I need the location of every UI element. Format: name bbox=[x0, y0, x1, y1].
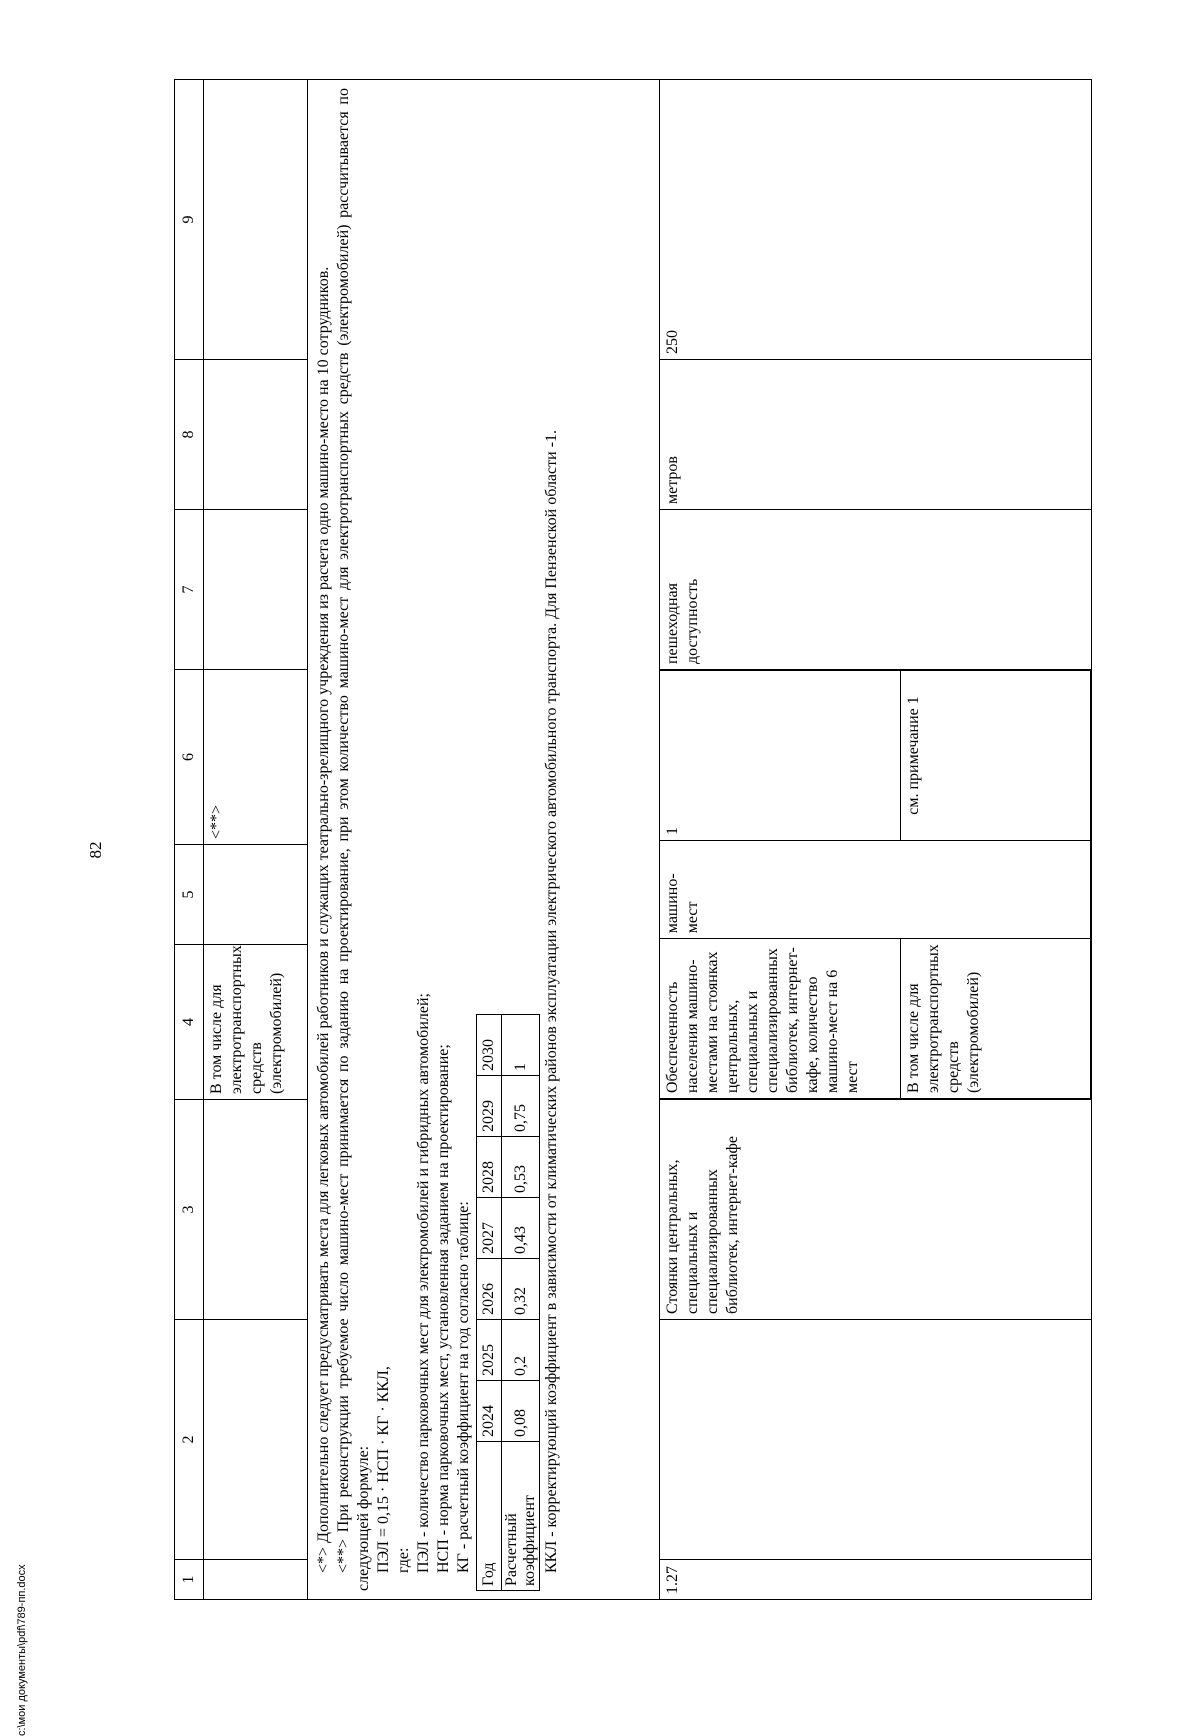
accessibility-cell: пешеходная доступность bbox=[660, 510, 1092, 670]
coef-value: 0,75 bbox=[502, 1076, 540, 1137]
coef-value-label: Расчетный коэффициент bbox=[502, 1442, 540, 1591]
col-header-7: 7 bbox=[175, 510, 204, 670]
definition-pel: ПЭЛ - количество парковочных мест для электромобилей и гибридных автомобилей; bbox=[415, 993, 432, 1573]
page-number: 82 bbox=[86, 841, 105, 859]
provision-value: 1 bbox=[660, 671, 900, 841]
col-header-6: 6 bbox=[175, 670, 204, 845]
coef-year: 2026 bbox=[477, 1259, 502, 1320]
coef-year: 2027 bbox=[477, 1198, 502, 1259]
electric-vehicles-row bbox=[204, 80, 308, 1600]
formula: ПЭЛ = 0,15 · НСП · КГ · ККЛ, bbox=[375, 1366, 392, 1573]
coef-value: 1 bbox=[502, 1015, 540, 1076]
provision-description: Обеспеченность населения машино-местами на стоянках центральных, специальных и специализированных библиотек, интернет-кафе, количество машино-мест на 6 мест bbox=[660, 939, 900, 1099]
note-staff-parking: <*> Дополнительно следует предусматривать места для легковых автомобилей работников и служащих театрально-зрелищного учреждения из расчета одно машино-место на 10 сотрудников. bbox=[315, 266, 332, 1573]
provision-cell bbox=[660, 670, 1092, 1100]
definition-kkl: ККЛ - корректирующий коэффициент в зависимости от климатических районов эксплуатации электрического автомобильного транспорта. Для Пензенской области -1. bbox=[543, 429, 561, 1573]
col-header-4: 4 bbox=[175, 945, 204, 1100]
distance-unit-cell: метров bbox=[660, 360, 1092, 510]
coef-value: 0,53 bbox=[502, 1137, 540, 1198]
col-header-2: 2 bbox=[175, 1320, 204, 1560]
row-1-27 bbox=[660, 80, 1092, 1600]
norms-table bbox=[174, 79, 1092, 1600]
coef-year: 2028 bbox=[477, 1137, 502, 1198]
ev-quantity-cell: <**> bbox=[204, 670, 308, 845]
coef-value: 0,2 bbox=[502, 1320, 540, 1381]
coefficient-table bbox=[476, 1014, 540, 1591]
ev-provision-value: см. примечание 1 bbox=[900, 671, 1091, 841]
col-header-8: 8 bbox=[175, 360, 204, 510]
coef-year: 2024 bbox=[477, 1381, 502, 1442]
ev-description-cell: В том числе для электротранспортных средств (электромобилей) bbox=[204, 945, 308, 1100]
row-number-cell: 1.27 bbox=[660, 1560, 1092, 1600]
coef-year: 2030 bbox=[477, 1015, 502, 1076]
coef-value: 0,08 bbox=[502, 1381, 540, 1442]
coef-value-row bbox=[502, 1015, 540, 1591]
notes-row bbox=[308, 80, 660, 1600]
document-path: c:\мои документы\pdf\789-пп.docx bbox=[16, 1564, 28, 1736]
rotated-table-sheet bbox=[174, 80, 1092, 1600]
coef-value: 0,32 bbox=[502, 1259, 540, 1320]
notes-cell bbox=[308, 80, 660, 1600]
coef-value: 0,43 bbox=[502, 1198, 540, 1259]
coef-year-row bbox=[477, 1015, 502, 1591]
coef-year: 2029 bbox=[477, 1076, 502, 1137]
coef-year: 2025 bbox=[477, 1320, 502, 1381]
note-reconstruction: <**> При реконструкции требуемое число машино-мест принимается по заданию на проектирование, при этом количество машино-мест для электротранспортных средств (электромобилей) рассчитывается по следующей формуле: bbox=[335, 88, 372, 1591]
distance-value-cell: 250 bbox=[660, 80, 1092, 360]
definition-nsp: НСП - норма парковочных мест, установленная заданием на проектирование; bbox=[435, 1044, 452, 1573]
definition-kg: КГ - расчетный коэффициент на год согласно таблице: bbox=[455, 1201, 472, 1573]
column-numbers-row bbox=[175, 80, 204, 1600]
coef-year-label: Год bbox=[477, 1442, 502, 1591]
ev-provision-description: В том числе для электротранспортных средств (электромобилей) bbox=[900, 939, 1091, 1099]
col-header-5: 5 bbox=[175, 845, 204, 945]
facility-type-cell: Стоянки центральных, специальных и специализированных библиотек, интернет-кафе bbox=[660, 1100, 1092, 1320]
col-header-3: 3 bbox=[175, 1100, 204, 1320]
col-header-9: 9 bbox=[175, 80, 204, 360]
unit-cell: машино-мест bbox=[660, 840, 1091, 938]
formula-where: где: bbox=[395, 1547, 412, 1573]
col-header-1: 1 bbox=[175, 1560, 204, 1600]
